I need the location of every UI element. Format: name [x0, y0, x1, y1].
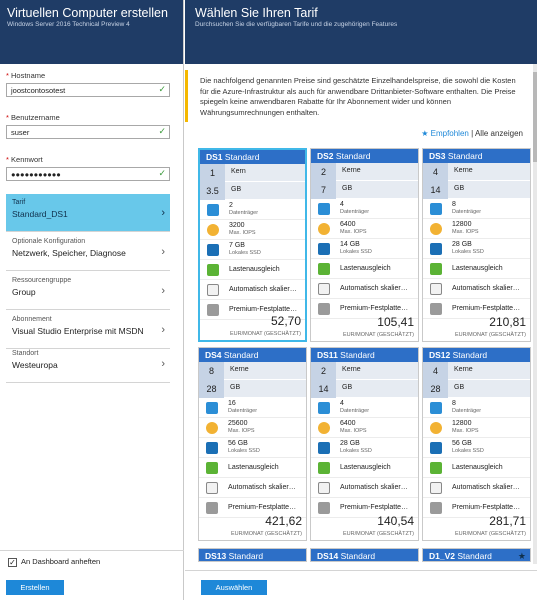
- memory-row: 14 GB: [423, 181, 530, 199]
- cores-row: 8 Kerne: [199, 362, 306, 380]
- hostname-input[interactable]: joostcontosotest ✓: [6, 83, 170, 97]
- premium-disk-icon: [318, 502, 330, 514]
- datadisk-row: 8 Datenträger: [423, 398, 530, 418]
- chevron-right-icon: ›: [161, 358, 165, 370]
- pricing-blade: [185, 0, 537, 600]
- loadbalancer-row: Lastenausgleich: [423, 259, 530, 279]
- premium-disk-icon: [207, 304, 219, 316]
- load-balancer-icon: [430, 263, 442, 275]
- iops-row: 25600 Max. IOPS: [199, 418, 306, 438]
- tier-card-ds12[interactable]: DS12 Standard 4 Kerne 28 GB 8 Datenträger 12800 Max. IOPS 56 GB Lokales SSD Lastenausgleich Automatisch skalier… Premium-Festplatte… 281,71 EUR/MONAT (GESCHÄTZT): [422, 347, 531, 541]
- premium-disk-icon: [430, 502, 442, 514]
- datadisk-row: 16 Datenträger: [199, 398, 306, 418]
- gauge-icon: [207, 224, 219, 236]
- load-balancer-icon: [207, 264, 219, 276]
- price-unit: EUR/MONAT (GESCHÄTZT): [343, 531, 414, 537]
- star-icon: ★: [517, 551, 526, 561]
- blade-title: Virtuellen Computer erstellen: [7, 6, 168, 20]
- price-unit: EUR/MONAT (GESCHÄTZT): [343, 332, 414, 338]
- tier-price: 210,81: [489, 315, 526, 329]
- autoscale-icon: [207, 284, 219, 296]
- left-footer: [0, 550, 184, 600]
- autoscale-row: Automatisch skalier…: [200, 280, 305, 300]
- tier-price: 105,41: [377, 315, 414, 329]
- nav-location[interactable]: Standort Westeuropa ›: [6, 345, 170, 383]
- datadisk-row: 4 Datenträger: [311, 398, 418, 418]
- premium-disk-row: Premium-Festplatte…: [311, 299, 418, 319]
- loadbalancer-row: Lastenausgleich: [423, 458, 530, 478]
- nav-subscription[interactable]: Abonnement Visual Studio Enterprise mit MSDN ›: [6, 311, 170, 349]
- ssd-row: 28 GB Lokales SSD: [423, 239, 530, 259]
- scrollbar[interactable]: [533, 64, 537, 564]
- pricing-subtitle: Durchsuchen Sie die verfügbaren Tarife und die zugehörigen Features: [195, 21, 398, 28]
- tier-card-ds3[interactable]: DS3 Standard 4 Kerne 14 GB 8 Datenträger 12800 Max. IOPS 28 GB Lokales SSD Lastenausgleich Automatisch skalier… Premium-Festplatte… 210,81 EUR/MONAT (GESCHÄTZT): [422, 148, 531, 342]
- autoscale-row: Automatisch skalier…: [311, 279, 418, 299]
- gauge-icon: [318, 422, 330, 434]
- blade-subtitle: Windows Server 2016 Technical Preview 4: [7, 21, 130, 28]
- memory-row: 7 GB: [311, 181, 418, 199]
- hostname-label: Hostname: [11, 71, 46, 80]
- premium-disk-icon: [430, 303, 442, 315]
- autoscale-row: Automatisch skalier…: [311, 478, 418, 498]
- autoscale-icon: [430, 283, 442, 295]
- username-label: Benutzername: [11, 113, 60, 122]
- check-icon: ✓: [158, 168, 166, 178]
- create-vm-blade: [0, 0, 184, 600]
- pin-dashboard-checkbox[interactable]: ✓ An Dashboard anheften: [9, 557, 101, 567]
- iops-row: 12800 Max. IOPS: [423, 219, 530, 239]
- premium-disk-row: Premium-Festplatte…: [200, 300, 305, 320]
- load-balancer-icon: [318, 462, 330, 474]
- tier-name: DS11: [317, 350, 338, 360]
- loadbalancer-row: Lastenausgleich: [311, 259, 418, 279]
- cores-row: 2 Kerne: [311, 362, 418, 380]
- loadbalancer-row: Lastenausgleich: [311, 458, 418, 478]
- ssd-row: 7 GB Lokales SSD: [200, 240, 305, 260]
- autoscale-icon: [206, 482, 218, 494]
- iops-row: 3200 Max. IOPS: [200, 220, 305, 240]
- load-balancer-icon: [206, 462, 218, 474]
- iops-row: 12800 Max. IOPS: [423, 418, 530, 438]
- iops-row: 6400 Max. IOPS: [311, 418, 418, 438]
- chevron-right-icon: ›: [161, 246, 165, 258]
- tier-card-ds4[interactable]: DS4 Standard 8 Kerne 28 GB 16 Datenträger 25600 Max. IOPS 56 GB Lokales SSD Lastenausgleich Automatisch skalier… Premium-Festplatte… 421,62 EUR/MONAT (GESCHÄTZT): [198, 347, 307, 541]
- check-icon: ✓: [158, 126, 166, 136]
- price-unit: EUR/MONAT (GESCHÄTZT): [230, 331, 301, 337]
- autoscale-icon: [318, 283, 330, 295]
- tier-card-ds13[interactable]: DS13 Standard: [198, 548, 307, 562]
- load-balancer-icon: [318, 263, 330, 275]
- memory-row: 28 GB: [199, 380, 306, 398]
- username-input[interactable]: suser ✓: [6, 125, 170, 139]
- premium-disk-row: Premium-Festplatte…: [311, 498, 418, 518]
- checkmark-icon: ✓: [9, 558, 16, 567]
- password-field: * Kennwort ●●●●●●●●●●● ✓: [6, 155, 170, 181]
- filter-bar: ★ Empfohlen | Alle anzeigen: [421, 129, 523, 138]
- create-button[interactable]: Erstellen: [6, 580, 64, 595]
- select-button[interactable]: Auswählen: [201, 580, 267, 595]
- gauge-icon: [430, 223, 442, 235]
- chevron-right-icon: ›: [161, 324, 165, 336]
- nav-resource-group[interactable]: Ressourcengruppe Group ›: [6, 272, 170, 310]
- tier-name: DS12: [429, 350, 451, 360]
- memory-row: 14 GB: [311, 380, 418, 398]
- disk-icon: [430, 203, 442, 215]
- premium-disk-row: Premium-Festplatte…: [423, 498, 530, 518]
- tier-price: 421,62: [265, 514, 302, 528]
- datadisk-row: 2 Datenträger: [200, 200, 305, 220]
- price-unit: EUR/MONAT (GESCHÄTZT): [455, 531, 526, 537]
- check-icon: ✓: [158, 84, 166, 94]
- disk-icon: [206, 402, 218, 414]
- nav-tarif[interactable]: Tarif Standard_DS1 ›: [6, 194, 170, 232]
- tier-card-ds14[interactable]: DS14 Standard: [310, 548, 419, 562]
- disk-icon: [430, 402, 442, 414]
- tier-card-ds2[interactable]: DS2 Standard 2 Kerne 7 GB 4 Datenträger 6400 Max. IOPS 14 GB Lokales SSD Lastenausgleich Automatisch skalier… Premium-Festplatte… 105,41 EUR/MONAT (GESCHÄTZT): [310, 148, 419, 342]
- password-label: Kennwort: [11, 155, 43, 164]
- cores-row: 2 Kerne: [311, 163, 418, 181]
- gauge-icon: [318, 223, 330, 235]
- filter-recommended[interactable]: ★ Empfohlen: [421, 129, 469, 138]
- autoscale-icon: [430, 482, 442, 494]
- datadisk-row: 4 Datenträger: [311, 199, 418, 219]
- disk-icon: [207, 204, 219, 216]
- tier-card-ds11[interactable]: DS11 Standard 2 Kerne 14 GB 4 Datenträger 6400 Max. IOPS 28 GB Lokales SSD Lastenausgleich Automatisch skalier… Premium-Festplatte… 140,54 EUR/MONAT (GESCHÄTZT): [310, 347, 419, 541]
- datadisk-row: 8 Datenträger: [423, 199, 530, 219]
- loadbalancer-row: Lastenausgleich: [199, 458, 306, 478]
- ssd-icon: [207, 244, 219, 256]
- ssd-icon: [318, 243, 330, 255]
- loadbalancer-row: Lastenausgleich: [200, 260, 305, 280]
- ssd-icon: [430, 442, 442, 454]
- ssd-row: 56 GB Lokales SSD: [423, 438, 530, 458]
- gauge-icon: [206, 422, 218, 434]
- premium-disk-icon: [206, 502, 218, 514]
- tier-price: 140,54: [377, 514, 414, 528]
- pricing-header: [185, 0, 537, 64]
- memory-row: 3.5 GB: [200, 182, 305, 200]
- ssd-row: 28 GB Lokales SSD: [311, 438, 418, 458]
- nav-optional-config[interactable]: Optionale Konfiguration Netzwerk, Speicher, Diagnose ›: [6, 233, 170, 271]
- tier-card-d1v2[interactable]: D1_V2 Standard ★: [422, 548, 531, 562]
- premium-disk-icon: [318, 303, 330, 315]
- price-info-text: Die nachfolgend genannten Preise sind geschätzte Einzelhandelspreise, die sowohl die Kosten für die Azure-Infrastruktur als auch für anwendbare Drittanbieter-Software enthalten. Die Preise spiegeln keine anwendbaren Rabatte für Ihr Abonnement wider und können Währungsumrechnungen enthalten.: [185, 70, 528, 122]
- blade-header: [0, 0, 183, 64]
- ssd-row: 14 GB Lokales SSD: [311, 239, 418, 259]
- iops-row: 6400 Max. IOPS: [311, 219, 418, 239]
- username-field: * Benutzername suser ✓: [6, 113, 170, 139]
- ssd-icon: [206, 442, 218, 454]
- disk-icon: [318, 402, 330, 414]
- load-balancer-icon: [430, 462, 442, 474]
- premium-disk-row: Premium-Festplatte…: [199, 498, 306, 518]
- tier-name: DS3: [429, 151, 446, 161]
- tier-price: 52,70: [270, 314, 301, 328]
- price-unit: EUR/MONAT (GESCHÄTZT): [231, 531, 302, 537]
- hostname-field: * Hostname joostcontosotest ✓: [6, 71, 170, 97]
- tier-price: 281,71: [489, 514, 526, 528]
- price-unit: EUR/MONAT (GESCHÄTZT): [455, 332, 526, 338]
- chevron-right-icon: ›: [161, 207, 165, 219]
- tier-name: DS1: [206, 152, 223, 162]
- premium-disk-row: Premium-Festplatte…: [423, 299, 530, 319]
- autoscale-row: Automatisch skalier…: [423, 478, 530, 498]
- tier-card-ds1[interactable]: DS1 Standard 1 Kern 3.5 GB 2 Datenträger 3200 Max. IOPS 7 GB Lokales SSD Lastenausgleich Automatisch skalier… Premium-Festplatte… 52,70 EUR/MONAT (GESCHÄTZT): [198, 148, 307, 342]
- autoscale-icon: [318, 482, 330, 494]
- autoscale-row: Automatisch skalier…: [199, 478, 306, 498]
- right-footer: [185, 570, 537, 600]
- scrollbar-thumb[interactable]: [533, 72, 537, 162]
- cores-row: 1 Kern: [200, 164, 305, 182]
- filter-all[interactable]: Alle anzeigen: [474, 129, 523, 138]
- disk-icon: [318, 203, 330, 215]
- pricing-title: Wählen Sie Ihren Tarif: [195, 6, 318, 20]
- ssd-icon: [318, 442, 330, 454]
- memory-row: 28 GB: [423, 380, 530, 398]
- cores-row: 4 Kerne: [423, 362, 530, 380]
- cores-row: 4 Kerne: [423, 163, 530, 181]
- ssd-icon: [430, 243, 442, 255]
- autoscale-row: Automatisch skalier…: [423, 279, 530, 299]
- chevron-right-icon: ›: [161, 285, 165, 297]
- gauge-icon: [430, 422, 442, 434]
- tier-name: DS2: [317, 151, 334, 161]
- tier-name: DS4: [205, 350, 222, 360]
- ssd-row: 56 GB Lokales SSD: [199, 438, 306, 458]
- password-input[interactable]: ●●●●●●●●●●● ✓: [6, 167, 170, 181]
